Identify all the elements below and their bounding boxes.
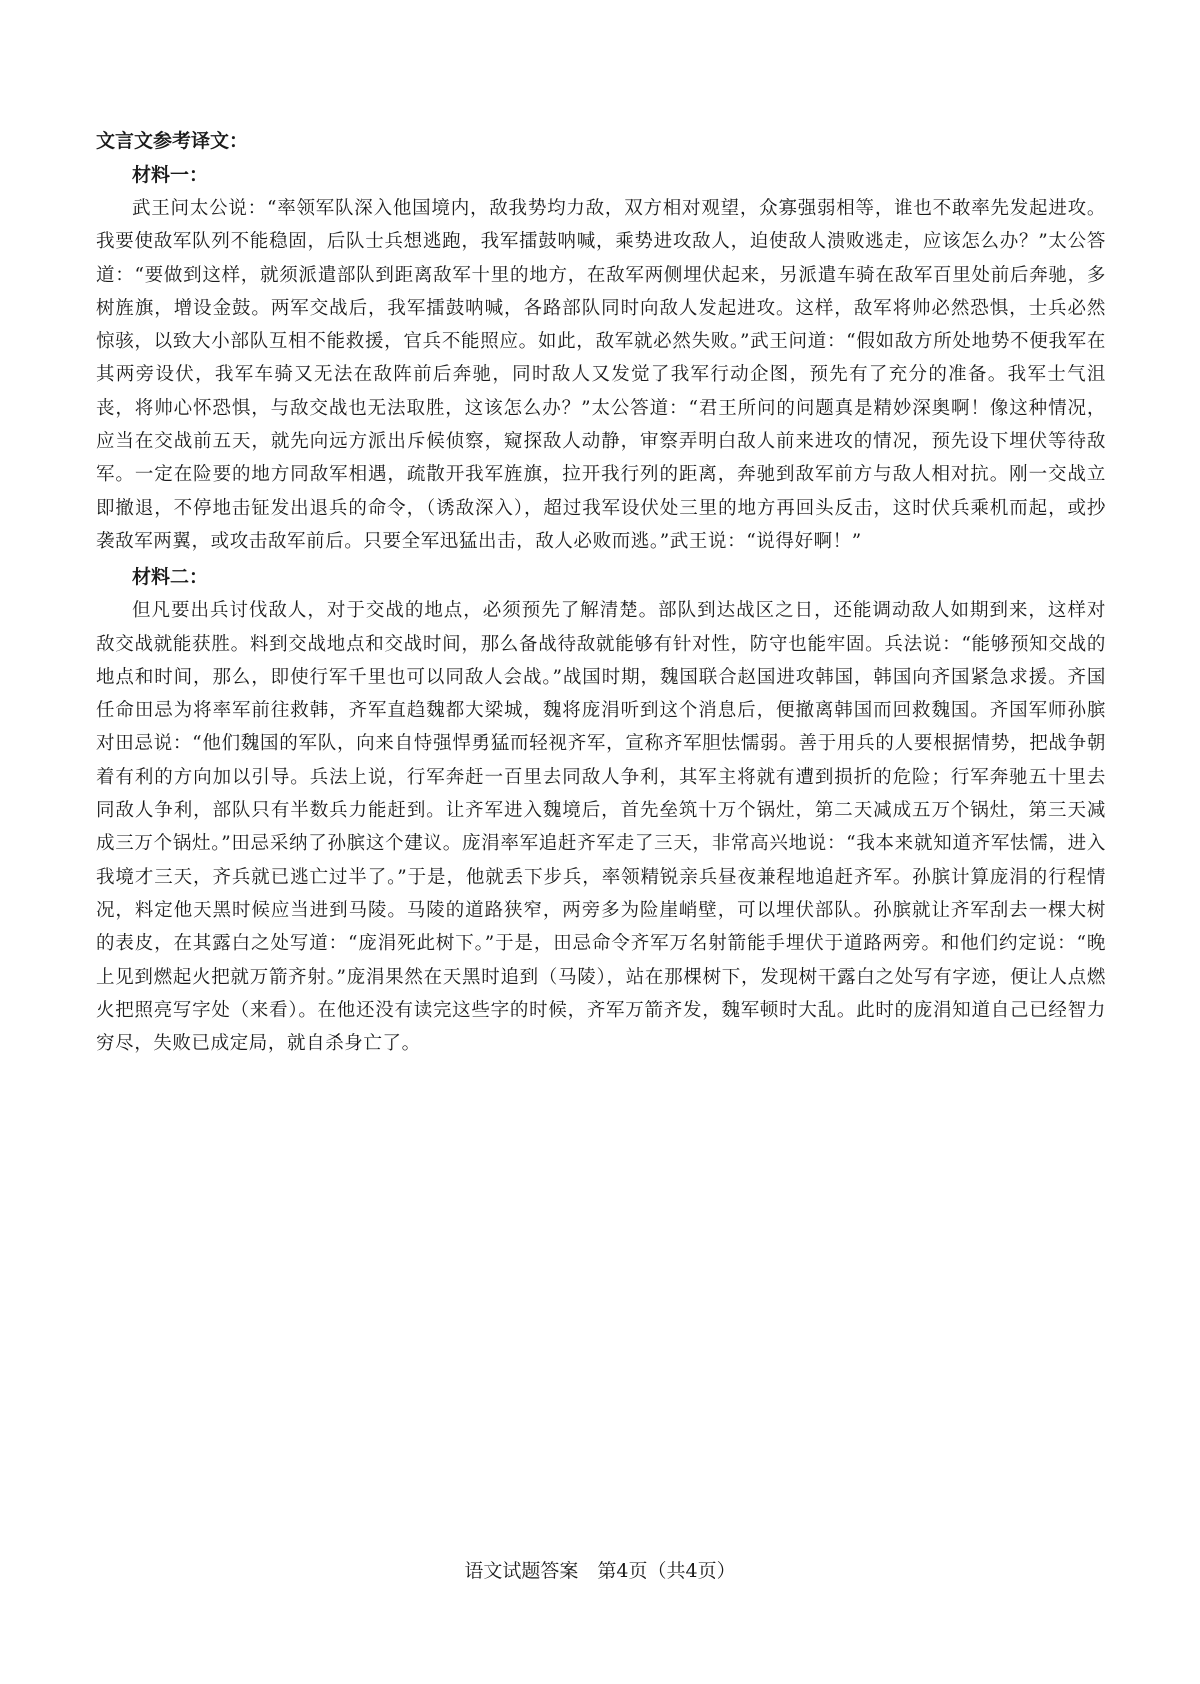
section-material-two: [96, 562, 1106, 1060]
section-material-one: [96, 160, 1106, 558]
section-paragraph: 武王问太公说：“率领军队深入他国境内，敌我势均力敌，双方相对观望，众寡强弱相等，谁也不敢率先发起进攻。我要使敌军队列不能稳固，后队士兵想逃跑，我军擂鼓呐喊，乘势进攻敌人，迫使敌人溃败逃走，应该怎么办？”太公答道：“要做到这样，就须派遣部队到距离敌军十里的地方，在敌军两侧埋伏起来，另派遣车骑在敌军百里处前后奔驰，多树旌旗，增设金鼓。两军交战后，我军擂鼓呐喊，各路部队同时向敌人发起进攻。这样，敌军将帅必然恐惧，士兵必然惊骇，以致大小部队互相不能救援，官兵不能照应。如此，敌军就必然失败。”武王问道：“假如敌方所处地势不便我军在其两旁设伏，我军车骑又无法在敌阵前后奔驰，同时敌人又发觉了我军行动企图，预先有了充分的准备。我军士气沮丧，将帅心怀恐惧，与敌交战也无法取胜，这该怎么办？”太公答道：“君王所问的问题真是精妙深奥啊！像这种情况，应当在交战前五天，就先向远方派出斥候侦察，窥探敌人动静，审察弄明白敌人前来进攻的情况，预先设下埋伏等待敌军。一定在险要的地方同敌军相遇，疏散开我军旌旗，拉开我行列的距离，奔驰到敌军前方与敌人相对抗。刚一交战立即撤退，不停地击钲发出退兵的命令，（诱敌深入），超过我军设伏处三里的地方再回头反击，这时伏兵乘机而起，或抄袭敌军两翼，或攻击敌军前后。只要全军迅猛出击，敌人必败而逃。”武王说：“说得好啊！”: [96, 198, 1106, 552]
document-heading: 文言文参考译文：: [96, 130, 249, 152]
document-body: [96, 126, 1106, 1060]
section-paragraph: 但凡要出兵讨伐敌人，对于交战的地点，必须预先了解清楚。部队到达战区之日，还能调动敌人如期到来，这样对敌交战就能获胜。料到交战地点和交战时间，那么备战待敌就能够有针对性，防守也能牢固。兵法说：“能够预知交战的地点和时间，那么，即使行军千里也可以同敌人会战。”战国时期，魏国联合赵国进攻韩国，韩国向齐国紧急求援。齐国任命田忌为将率军前往救韩，齐军直趋魏都大梁城，魏将庞涓听到这个消息后，便撤离韩国而回救魏国。齐国军师孙膑对田忌说：“他们魏国的军队，向来自恃强悍勇猛而轻视齐军，宣称齐军胆怯懦弱。善于用兵的人要根据情势，把战争朝着有利的方向加以引导。兵法上说，行军奔赶一百里去同敌人争利，其军主将就有遭到损折的危险；行军奔驰五十里去同敌人争利，部队只有半数兵力能赶到。让齐军进入魏境后，首先垒筑十万个锅灶，第二天减成五万个锅灶，第三天减成三万个锅灶。”田忌采纳了孙膑这个建议。庞涓率军追赶齐军走了三天，非常高兴地说：“我本来就知道齐军怯懦，进入我境才三天，齐兵就已逃亡过半了。”于是，他就丢下步兵，率领精锐亲兵昼夜兼程地追赶齐军。孙膑计算庞涓的行程情况，料定他天黑时候应当进到马陵。马陵的道路狭窄，两旁多为险崖峭壁，可以埋伏部队。孙膑就让齐军刮去一棵大树的表皮，在其露白之处写道：“庞涓死此树下。”于是，田忌命令齐军万名射箭能手埋伏于道路两旁。和他们约定说：“晚上见到燃起火把就万箭齐射。”庞涓果然在天黑时追到（马陵），站在那棵树下，发现树干露白之处写有字迹，便让人点燃火把照亮写字处（来看）。在他还没有读完这些字的时候，齐军万箭齐发，魏军顿时大乱。此时的庞涓知道自己已经智力穷尽，失败已成定局，就自杀身亡了。: [96, 600, 1106, 1055]
section-label: 材料一：: [132, 164, 209, 186]
section-label: 材料二：: [132, 566, 209, 589]
page-footer: 语文试题答案 第4页（共4页）: [464, 1560, 736, 1582]
